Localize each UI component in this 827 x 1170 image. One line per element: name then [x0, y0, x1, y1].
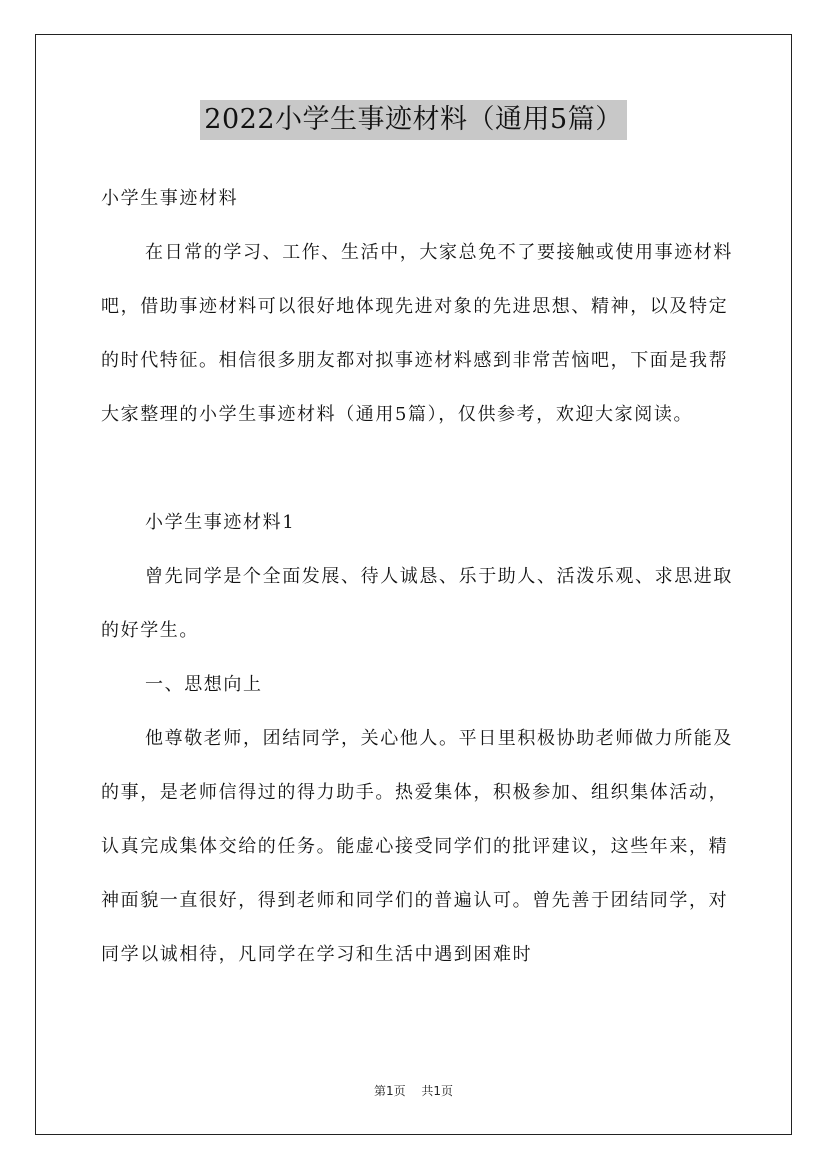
intro-paragraph: 在日常的学习、工作、生活中，大家总免不了要接触或使用事迹材料吧，借助事迹材料可以很好地体现先进对象的先进思想、精神，以及特定的时代特征。相信很多朋友都对拟事迹材料感到非常苦恼吧，下面是我帮大家整理的小学生事迹材料（通用5篇），仅供参考，欢迎大家阅读。: [101, 242, 733, 425]
section-heading: 小学生事迹材料: [101, 188, 239, 209]
document-title: 2022小学生事迹材料（通用5篇）: [200, 100, 626, 140]
title-container: [0, 100, 827, 140]
page-total: 共1页: [421, 1084, 454, 1098]
document-body: [101, 172, 737, 982]
body-paragraph: 曾先同学是个全面发展、待人诚恳、乐于助人、活泼乐观、求思进取的好学生。: [101, 566, 733, 641]
page-footer: [0, 1082, 827, 1099]
point-heading: 一、思想向上: [145, 674, 263, 695]
body-paragraph: 他尊敬老师，团结同学，关心他人。平日里积极协助老师做力所能及的事，是老师信得过的得力助手。热爱集体，积极参加、组织集体活动，认真完成集体交给的任务。能虚心接受同学们的批评建议，这些年来，精神面貌一直很好，得到老师和同学们的普遍认可。曾先善于团结同学，对同学以诚相待，凡同学在学习和生活中遇到困难时: [101, 728, 733, 965]
subsection-heading: 小学生事迹材料1: [145, 512, 296, 533]
blank-line: [101, 442, 737, 496]
page-number: 第1页: [373, 1084, 406, 1098]
